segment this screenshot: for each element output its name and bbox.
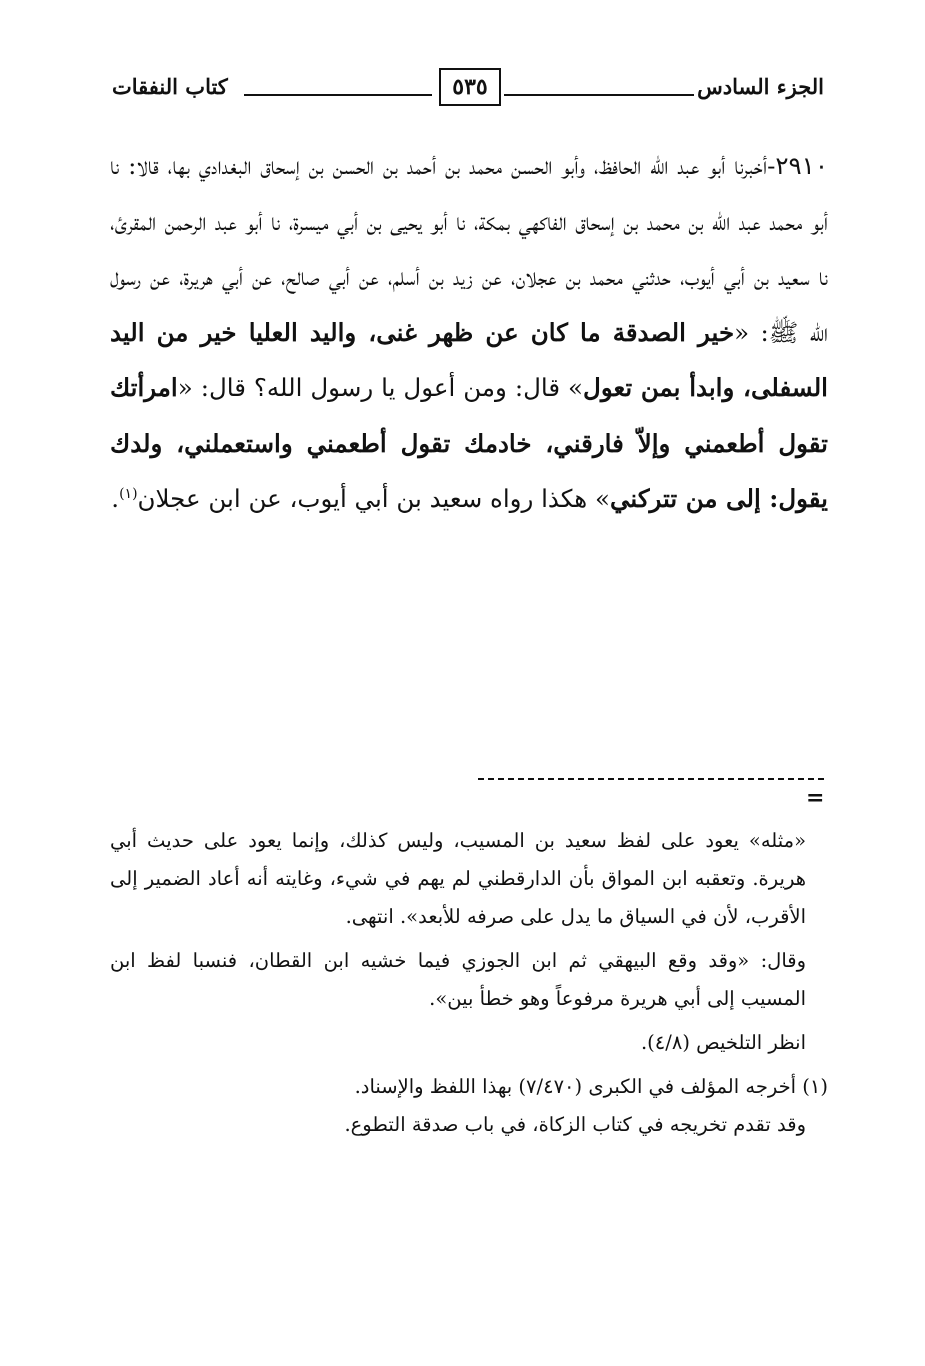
main-text — [110, 138, 828, 527]
paragraph-end: . — [111, 484, 120, 513]
hadith-matn-part-2: امرأتك تقول أطعمني وإلاّ فارقني، خادمك تقول أطعمني واستعملني، ولدك يقول: إلى من تتركني — [110, 373, 828, 513]
footnote-1-continuation: وقد تقدم تخريجه في كتاب الزكاة، في باب صدقة التطوع. — [344, 1113, 806, 1136]
footnote-continued-block-1: «مثله» يعود على لفظ سعيد بن المسيب، وليس كذلك، وإنما يعود على حديث أبي هريرة. وتعقبه ابن المواق بأن الدارقطني لم يهم في شيء، وغايته أنه أعاد الضمير إلى الأقرب، لأن في السياق ما يدل على صرفه للأبعد». انتهى. — [110, 829, 806, 928]
footnote-continuation-mark: = — [806, 785, 825, 811]
footnote-continued-block-2: وقال: «وقد وقع البيهقي ثم ابن الجوزي فيما خشيه ابن القطان، فنسبا لفظ ابن المسيب إلى أبي هريرة مرفوعاً وهو خطأ بين». — [110, 949, 806, 1010]
footnote-reference: (١) — [119, 485, 138, 502]
volume-title: الجزء السادس — [697, 74, 824, 99]
header-rule-left — [244, 94, 432, 96]
hadith-matn-part-1: خير الصدقة ما كان عن ظهر غنى، واليد العليا خير من اليد السفلى، وابدأ بمن تعول — [110, 317, 828, 402]
hadith-text-part-3: » هكذا رواه سعيد بن أبي أيوب، عن ابن عجلان — [137, 484, 611, 513]
footnote-1: (١) أخرجه المؤلف في الكبرى (٧/٤٧٠) بهذا اللفظ والإسناد. — [354, 1075, 828, 1098]
hadith-text-part-2: » قال: ومن أعول يا رسول الله؟ قال: « — [177, 373, 584, 402]
footnotes — [110, 822, 828, 1144]
hadith-text-part-1: ٢٩١٠-أخبرنا أبو عبد الله الحافظ، وأبو الحسن محمد بن أحمد بن الحسن بن إسحاق البغدادي بها، قالا: نا أبو محمد عبد الله بن محمد بن إسحاق الفاكهي بمكة، نا أبو يحيى بن أبي ميسرة، نا أبو عبد الرحمن المقرئ، نا سعيد بن أبي أيوب، حدثني محمد بن عجلان، عن زيد بن أسلم، عن أبي صالح، عن أبي هريرة، عن رسول الله ﷺ: « — [110, 151, 828, 347]
footnote-separator — [478, 778, 824, 780]
hadith-paragraph — [110, 138, 828, 527]
page-header — [112, 68, 824, 118]
book-title: كتاب النفقات — [112, 74, 228, 99]
page-number: ٥٣٥ — [439, 68, 501, 106]
footnote-continued-reference: انظر التلخيص (٤/٨). — [640, 1031, 806, 1054]
header-rule-right — [504, 94, 694, 96]
